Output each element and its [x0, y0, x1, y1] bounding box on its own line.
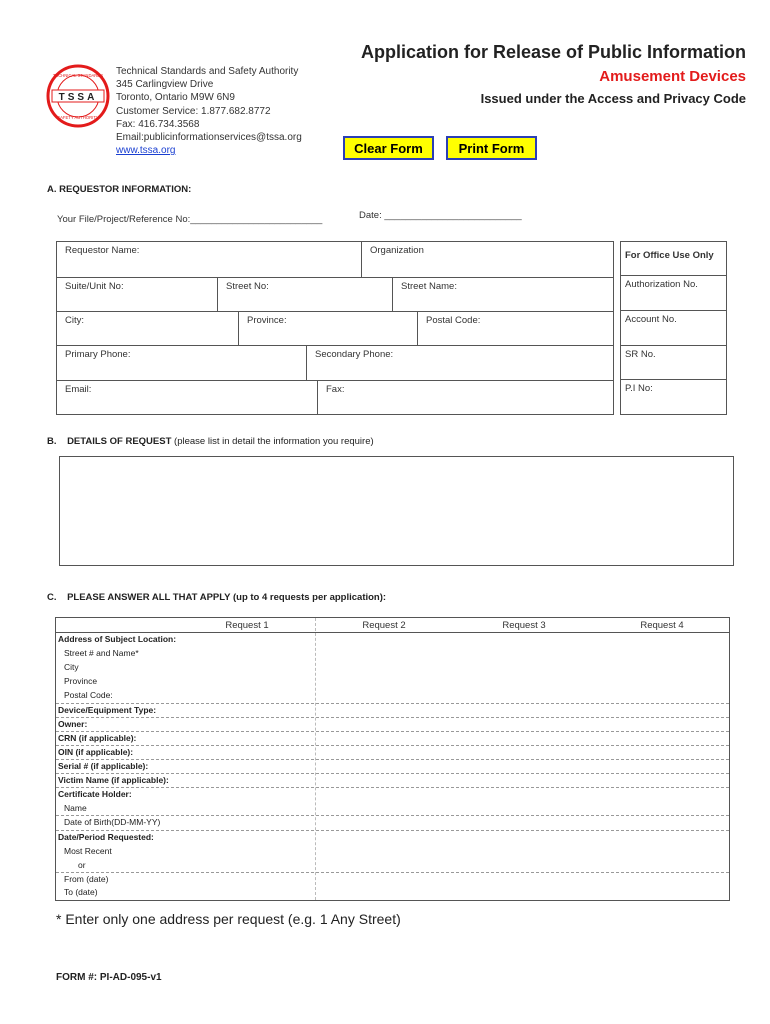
row-or: or — [78, 860, 86, 870]
pi-no-field: P.I No: — [620, 379, 727, 415]
section-b-title: DETAILS OF REQUEST — [67, 436, 172, 447]
row-province: Province — [64, 676, 98, 686]
street-no-field[interactable]: Street No: — [217, 277, 393, 312]
account-no-field: Account No. — [620, 310, 727, 346]
org-street: 345 Carlingview Drive — [116, 79, 214, 91]
secondary-phone-field[interactable]: Secondary Phone: — [306, 345, 614, 381]
primary-phone-field[interactable]: Primary Phone: — [56, 345, 307, 381]
row-oin: OIN (if applicable): — [58, 747, 134, 757]
org-city: Toronto, Ontario M9W 6N9 — [116, 92, 235, 104]
form-number: FORM #: PI-AD-095-v1 — [56, 972, 162, 983]
organization-field[interactable]: Organization — [361, 241, 614, 278]
office-use-heading: For Office Use Only — [620, 241, 727, 276]
row-separator — [56, 815, 729, 816]
address-footnote: * Enter only one address per request (e.g. 1 Any Street) — [56, 911, 401, 927]
row-separator — [56, 759, 729, 760]
row-serial: Serial # (if applicable): — [58, 761, 149, 771]
header-separator — [56, 632, 729, 633]
org-email: Email:publicinformationservices@tssa.org — [116, 132, 302, 144]
row-separator — [56, 745, 729, 746]
print-form-button[interactable]: Print Form — [446, 136, 537, 160]
section-a-heading: A. REQUESTOR INFORMATION: — [47, 184, 192, 195]
org-fax: Fax: 416.734.3568 — [116, 118, 200, 130]
row-device-type: Device/Equipment Type: — [58, 705, 157, 715]
page-title: Application for Release of Public Information — [360, 42, 746, 62]
org-name: Technical Standards and Safety Authority — [116, 66, 299, 77]
section-c-title: PLEASE ANSWER ALL THAT APPLY (up to 4 requests per application): — [67, 592, 387, 603]
section-b-note: (please list in detail the information you require) — [174, 436, 374, 447]
row-city: City — [64, 662, 79, 672]
row-most-recent: Most Recent — [64, 846, 112, 856]
org-customer-service: Customer Service: 1.877.682.8772 — [116, 105, 271, 117]
issued-under: Issued under the Access and Privacy Code — [480, 91, 746, 106]
section-b-letter: B. — [47, 436, 57, 447]
row-to-date: To (date) — [64, 887, 98, 897]
logo-ring-bottom: SAFETY AUTHORITY — [57, 115, 99, 120]
authorization-no-field: Authorization No. — [620, 275, 727, 311]
row-crn: CRN (if applicable): — [58, 733, 137, 743]
row-date-of-birth: Date of Birth(DD-MM-YY) — [64, 817, 161, 827]
request-4-header: Request 4 — [640, 620, 684, 631]
section-c-heading — [47, 592, 386, 603]
clear-form-button[interactable]: Clear Form — [343, 136, 434, 160]
request-2-header: Request 2 — [362, 620, 406, 631]
request-1-header: Request 1 — [225, 620, 269, 631]
row-postal-code: Postal Code: — [64, 690, 113, 700]
row-separator — [56, 703, 729, 704]
fax-field[interactable]: Fax: — [317, 380, 614, 415]
tssa-logo — [46, 64, 110, 128]
row-owner: Owner: — [58, 719, 88, 729]
logo-ring-top: TECHNICAL STANDARDS — [52, 73, 104, 78]
row-separator — [56, 872, 729, 873]
section-b-heading — [47, 436, 374, 447]
details-of-request-field[interactable] — [59, 456, 734, 566]
row-separator — [56, 787, 729, 788]
row-address-subject-location: Address of Subject Location: — [58, 634, 177, 644]
date-field[interactable]: Date: __________________________ — [359, 210, 522, 221]
row-from-date: From (date) — [64, 874, 109, 884]
row-date-period: Date/Period Requested: — [58, 832, 154, 842]
row-street-name: Street # and Name* — [64, 648, 139, 658]
row-certificate-holder: Certificate Holder: — [58, 789, 132, 799]
requestor-name-field[interactable]: Requestor Name: — [56, 241, 362, 278]
sr-no-field: SR No. — [620, 345, 727, 380]
row-separator — [56, 773, 729, 774]
request-3-header: Request 3 — [502, 620, 546, 631]
org-address-block — [116, 65, 302, 157]
row-holder-name: Name — [64, 803, 87, 813]
email-field[interactable]: Email: — [56, 380, 318, 415]
postal-code-field[interactable]: Postal Code: — [417, 311, 614, 346]
province-field[interactable]: Province: — [238, 311, 418, 346]
org-website-link[interactable]: www.tssa.org — [116, 145, 176, 157]
logo-text: TSSA — [58, 92, 98, 103]
row-separator — [56, 830, 729, 831]
reference-field[interactable]: Your File/Project/Reference No:_________________________ — [57, 214, 323, 225]
row-separator — [56, 731, 729, 732]
suite-field[interactable]: Suite/Unit No: — [56, 277, 218, 312]
row-victim-name: Victim Name (if applicable): — [58, 775, 169, 785]
row-separator — [56, 717, 729, 718]
section-c-letter: C. — [47, 592, 57, 603]
page-subtitle: Amusement Devices — [599, 68, 746, 85]
street-name-field[interactable]: Street Name: — [392, 277, 614, 312]
city-field[interactable]: City: — [56, 311, 239, 346]
